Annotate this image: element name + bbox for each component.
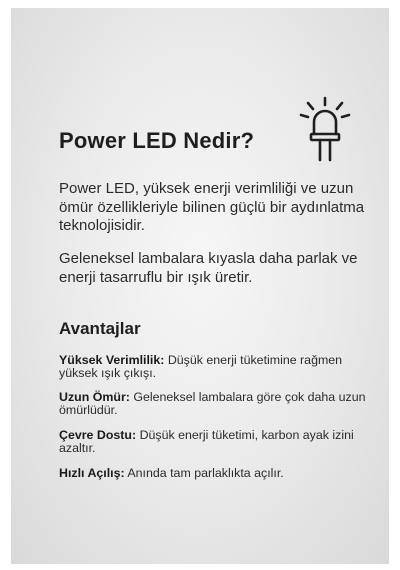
intro-paragraph-2: Geleneksel lambalara kıyasla daha parlak ve enerji tasarruflu bir ışık üretir.: [59, 250, 358, 286]
advantage-text: Düşük enerji tüketimine rağmen yüksek ışık çıkışı.: [59, 353, 343, 380]
advantage-item: [59, 391, 377, 416]
advantage-item: [59, 354, 377, 379]
advantage-text: Anında tam parlaklıkta açılır.: [124, 466, 284, 480]
advantage-label: Yüksek Verimlilik:: [59, 353, 165, 367]
advantage-item: [59, 429, 377, 454]
page-title: Power LED Nedir?: [59, 128, 255, 153]
led-bulb-icon: [299, 96, 351, 164]
advantages-heading: Avantajlar: [59, 319, 141, 338]
advantage-text: Düşük enerji tüketimi, karbon ayak izini azaltır.: [59, 428, 354, 455]
advantage-label: Hızlı Açılış:: [59, 466, 125, 480]
info-card: [11, 8, 389, 564]
advantage-label: Çevre Dostu:: [59, 428, 137, 442]
advantage-item: [59, 467, 377, 480]
intro-paragraph-1: Power LED, yüksek enerji verimliliği ve uzun ömür özellikleriyle bilinen güçlü bir aydınlatma teknolojisidir.: [59, 180, 365, 234]
advantage-text: Geleneksel lambalara göre çok daha uzun ömürlüdür.: [59, 390, 366, 417]
advantage-label: Uzun Ömür:: [59, 390, 130, 404]
